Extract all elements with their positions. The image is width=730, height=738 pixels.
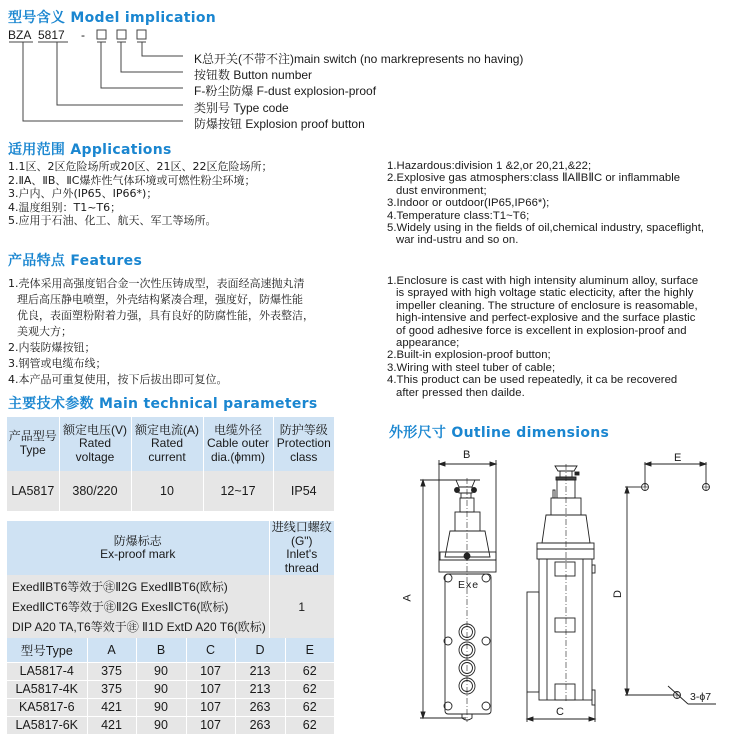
code-box-2 xyxy=(117,30,126,39)
table-row xyxy=(7,471,334,511)
th-exproof-mark xyxy=(7,521,269,575)
code-prefix: BZA xyxy=(8,28,32,42)
code-number: 5817 xyxy=(38,28,65,42)
exproof-table xyxy=(7,521,334,639)
th-dim-type: 型号Type xyxy=(7,638,87,662)
code-box-1 xyxy=(97,30,106,39)
cell-dim: 107 xyxy=(186,662,235,680)
cell-dim: 62 xyxy=(285,698,334,716)
th-voltage-en2: voltage xyxy=(75,449,115,464)
feat-cn-item: 优良，表面塑粉附着力强，具有良好的防腐性能，外表整洁， xyxy=(17,309,314,322)
cell-dim: 62 xyxy=(285,716,334,734)
feat-en-item: appearance; xyxy=(396,337,460,350)
th-dim-c: C xyxy=(186,638,235,662)
model-heading: 型号含义 Model implication xyxy=(8,10,217,26)
features-cn-list xyxy=(8,276,314,388)
cell-dim: 375 xyxy=(87,680,136,698)
th-cable xyxy=(203,417,273,471)
cell-dim: 90 xyxy=(136,662,186,680)
feat-en-item: 1.Enclosure is cast with high intensity aluminum alloy, surface xyxy=(387,275,699,287)
code-box-3 xyxy=(137,30,146,39)
th-mark-cn: 防爆标志 xyxy=(113,533,162,548)
th-cable-en1: Cable outer xyxy=(206,436,270,451)
model-line-dust: F-粉尘防爆 F-dust explosion-proof xyxy=(194,84,377,98)
th-cable-cn: 电缆外径 xyxy=(213,422,262,437)
features-heading: 产品特点 Features xyxy=(8,253,143,269)
cell-dim: KA5817-6 xyxy=(7,698,87,716)
cell-dim: LA5817-6K xyxy=(7,716,87,734)
feat-en-item: impeller cleaning. The structure of enclosure is reasomable, xyxy=(396,299,698,312)
cell-protection: IP54 xyxy=(290,484,317,498)
model-line-main-switch: K总开关(不带不注)main switch (no markrepresents no having) xyxy=(194,52,524,66)
th-thread-cn: 进线口螺纹 xyxy=(271,520,332,534)
th-protection xyxy=(273,417,334,471)
th-current-en2: current xyxy=(148,449,186,464)
cell-current: 10 xyxy=(131,471,203,511)
cell-dim: 90 xyxy=(136,698,186,716)
feat-en-item: is sprayed with high voltage static electicity, after the highly xyxy=(396,287,694,300)
feat-cn-item: 理后高压静电喷塑，外壳结构紧凑合理，强度好，防爆性能 xyxy=(17,293,303,306)
cell-dim: 263 xyxy=(235,698,285,716)
app-en-item: dust environment; xyxy=(396,184,487,197)
cell-dim: 421 xyxy=(87,716,136,734)
cell-dim: 213 xyxy=(235,680,285,698)
cell-dim: 213 xyxy=(235,662,285,680)
app-cn-item: 5.应用于石油、化工、航天、军工等场所。 xyxy=(8,214,217,228)
label-exe: Exe xyxy=(458,579,480,591)
th-thread-en2: thread xyxy=(284,560,319,575)
dimensions-table xyxy=(7,638,334,734)
feat-cn-item: 2.内装防爆按钮； xyxy=(8,341,96,354)
th-voltage xyxy=(59,417,131,471)
app-cn-item: 2.ⅡA、ⅡB、ⅡC爆炸性气体环境或可燃性粉尘环境； xyxy=(8,173,256,187)
technical-heading: 主要技术参数 Main technical parameters xyxy=(8,396,318,412)
exproof-header-row xyxy=(7,521,334,575)
mounting-view xyxy=(625,462,716,704)
th-inlet-thread xyxy=(269,521,334,575)
app-cn-item: 3.户内、户外(IP65、IP66*)； xyxy=(8,187,158,201)
cell-voltage: 380/220 xyxy=(59,471,131,511)
feat-cn-item: 1.壳体采用高强度铝合金一次性压铸成型，表面经高速抛丸清 xyxy=(8,277,305,290)
technical-header-row xyxy=(7,417,334,471)
cell-dim: 62 xyxy=(285,680,334,698)
table-row xyxy=(7,698,334,716)
th-voltage-en1: Rated xyxy=(78,436,112,451)
side-view xyxy=(527,464,595,722)
feat-en-item: 4.This product can be used repeatedly, it ca be recovered xyxy=(387,374,678,387)
app-en-item: 2.Explosive gas atmosphers:class ⅡAⅡBⅡC or inflammable xyxy=(387,172,681,185)
th-current xyxy=(131,417,203,471)
th-thread-en1: Inlet's xyxy=(286,547,318,562)
th-dim-b: B xyxy=(136,638,186,662)
feat-cn-item: 4.本产品可重复使用，按下后拔出即可复位。 xyxy=(8,373,228,386)
th-dim-e: E xyxy=(305,642,314,657)
th-thread-g: (G") xyxy=(290,533,313,548)
app-en-item: war ind-ustru and so on. xyxy=(396,234,519,247)
applications-heading: 适用范围 Applications xyxy=(8,142,172,158)
label-d: D xyxy=(611,590,624,598)
cell-dim: 107 xyxy=(186,716,235,734)
feat-cn-item: 美观大方； xyxy=(17,325,72,338)
cell-dim: LA5817-4 xyxy=(7,662,87,680)
exproof-body-row xyxy=(7,575,334,639)
model-line-button-number: 按钮数 Button number xyxy=(194,68,313,82)
outline-drawing xyxy=(400,440,730,738)
th-voltage-cn: 额定电压(V) xyxy=(63,422,127,437)
exproof-mark-item: DIP A20 TA,T6等效于㊟ Ⅱ1D ExtD A20 T6(欧标) xyxy=(12,620,266,635)
app-en-item: 3.Indoor or outdoor(IP65,IP66*); xyxy=(387,197,550,210)
cell-dim: 107 xyxy=(186,680,235,698)
label-e: E xyxy=(674,452,682,464)
code-dash: - xyxy=(81,28,85,42)
label-a: A xyxy=(401,594,414,602)
app-en-item: 1.Hazardous:division 1 &2,or 20,21,&22; xyxy=(387,160,592,172)
app-en-item: 4.Temperature class:T1~T6; xyxy=(387,209,530,222)
cell-dim: 62 xyxy=(285,662,334,680)
cell-dim: 107 xyxy=(186,698,235,716)
features-en-list xyxy=(387,275,698,399)
cell-cable: 12~17 xyxy=(203,471,273,511)
th-type xyxy=(7,417,59,471)
th-protection-en2: class xyxy=(290,449,318,464)
table-row xyxy=(7,662,334,680)
exproof-mark-item: ExedⅡBT6等效于㊟Ⅱ2G ExedⅡBT6(欧标) xyxy=(12,580,228,595)
technical-table xyxy=(7,417,334,511)
th-current-cn: 额定电流(A) xyxy=(135,422,199,437)
feat-en-item: 3.Wiring with steel tuber of cable; xyxy=(387,361,556,374)
applications-cn-list xyxy=(8,160,272,228)
cell-type: LA5817 xyxy=(7,471,59,511)
exproof-thread-value: 1 xyxy=(298,600,306,615)
label-holes: 3-ϕ7 xyxy=(690,691,712,703)
front-view xyxy=(420,460,496,722)
cell-dim: 375 xyxy=(87,662,136,680)
app-en-item: 5.Widely using in the fields of oil,chemical industry, spaceflight, xyxy=(387,222,705,235)
th-protection-en1: Protection xyxy=(276,436,331,451)
exproof-mark-item: ExedⅡCT6等效于㊟Ⅱ2G ExesⅡCT6(欧标) xyxy=(12,600,229,615)
exproof-marks xyxy=(7,575,269,639)
model-line-type-code: 类别号 Type code xyxy=(194,101,289,115)
th-current-en1: Rated xyxy=(150,436,184,451)
dimensions-header-row xyxy=(7,638,334,662)
th-protection-cn: 防护等级 xyxy=(279,422,328,437)
label-b: B xyxy=(463,449,471,461)
label-c: C xyxy=(556,706,564,718)
table-row xyxy=(7,680,334,698)
feat-cn-item: 3.钢管或电缆布线； xyxy=(8,357,107,370)
cell-dim: 90 xyxy=(136,716,186,734)
feat-en-item: after pressed then dailde. xyxy=(396,386,525,399)
th-type-en: Type xyxy=(19,443,46,457)
feat-en-item: of good adhesive force is excellent in explosion-proof and xyxy=(396,324,687,337)
cell-dim: LA5817-4K xyxy=(7,680,87,698)
feat-en-item: high-intensive and perfect-explosive and the surface plastic xyxy=(396,312,696,325)
th-dim-a: A xyxy=(87,638,136,662)
table-row xyxy=(7,716,334,734)
feat-en-item: 2.Built-in explosion-proof button; xyxy=(387,349,551,362)
th-mark-en: Ex-proof mark xyxy=(100,547,176,562)
th-type-cn: 产品型号 xyxy=(8,429,57,444)
applications-en-list xyxy=(387,160,704,247)
app-cn-item: 4.温度组别：T1~T6； xyxy=(8,200,122,214)
model-line-explosion-button: 防爆按钮 Explosion proof button xyxy=(194,117,365,131)
outline-heading: 外形尺寸 Outline dimensions xyxy=(389,425,610,441)
th-dim-d: D xyxy=(235,638,285,662)
cell-dim: 90 xyxy=(136,680,186,698)
cell-dim: 421 xyxy=(87,698,136,716)
th-cable-en2: dia.(ϕmm) xyxy=(210,449,266,464)
app-cn-item: 1.1区、2区危险场所或20区、21区、22区危险场所； xyxy=(8,160,273,173)
cell-dim: 263 xyxy=(235,716,285,734)
